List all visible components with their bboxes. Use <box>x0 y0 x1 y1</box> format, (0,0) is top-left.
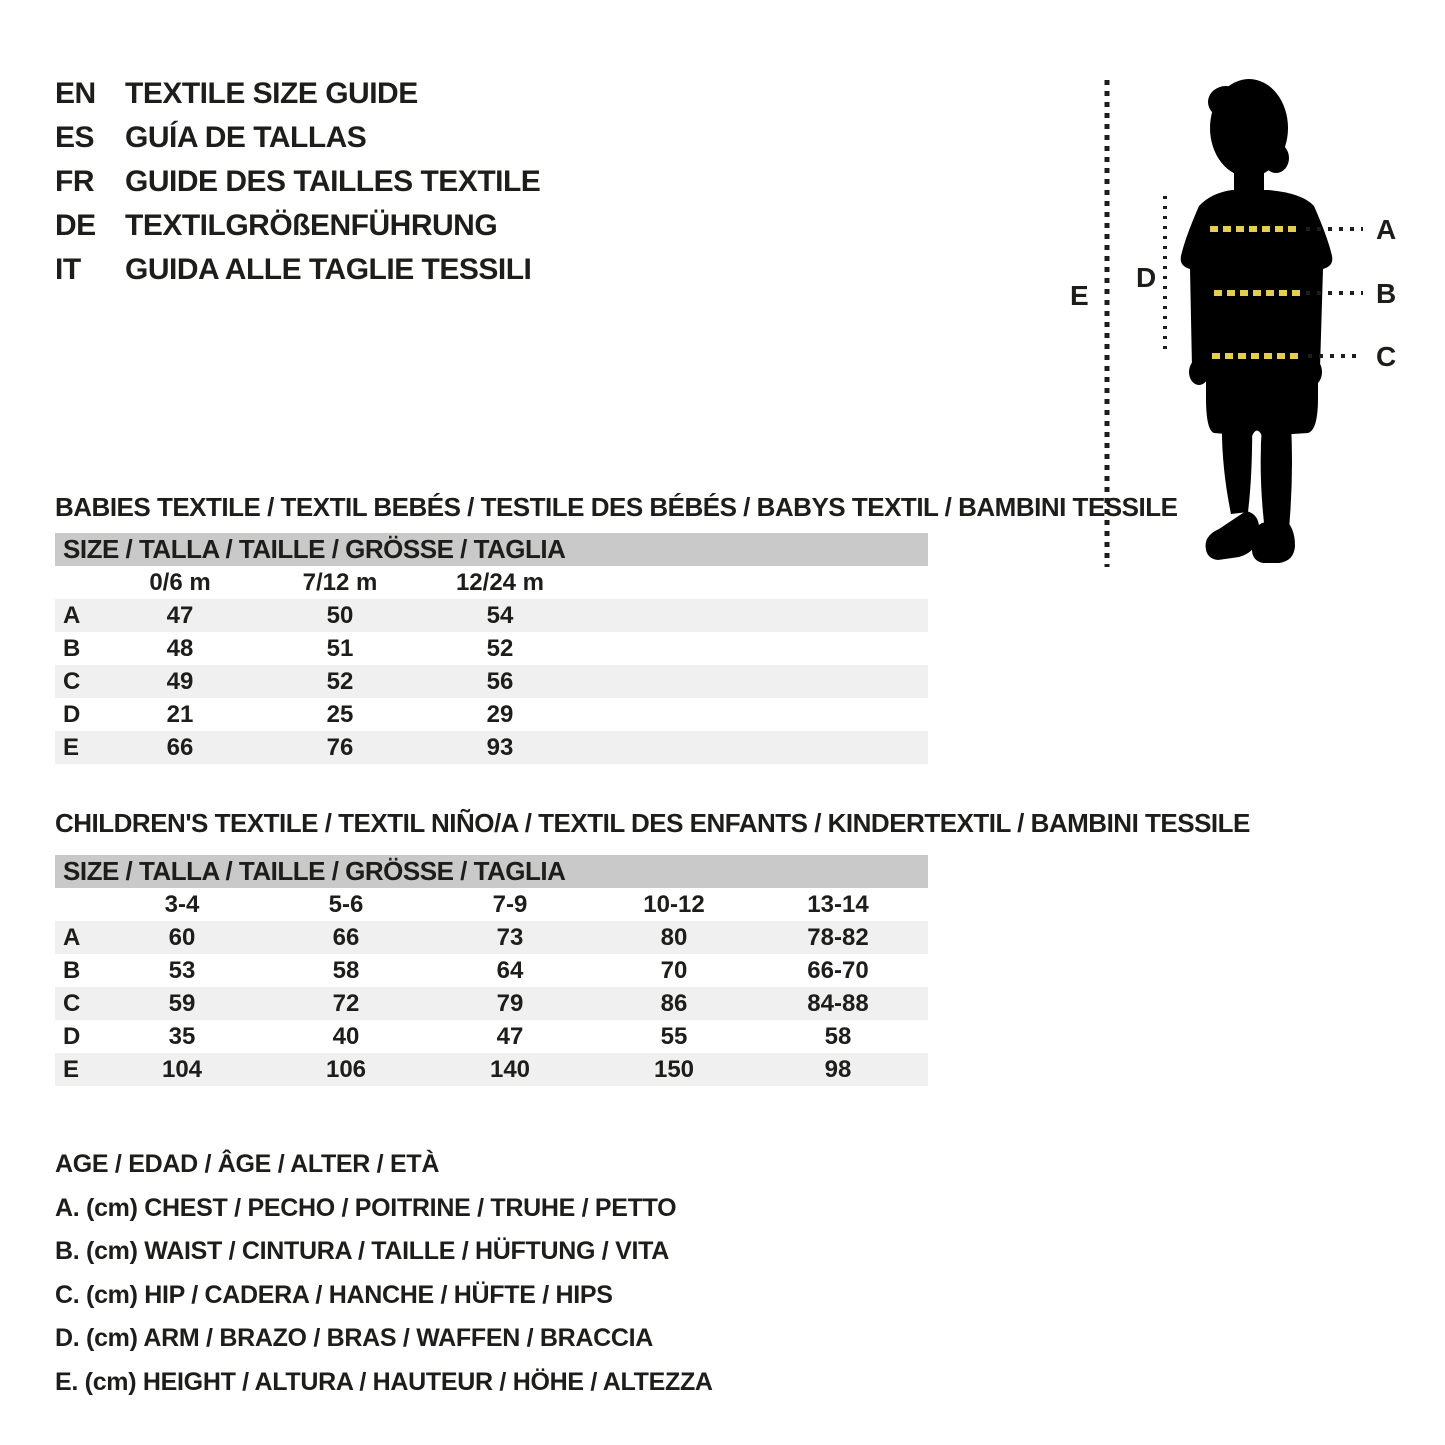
table-corner-cell <box>55 888 100 921</box>
row-label: D <box>63 1023 81 1050</box>
row-label: A <box>63 602 81 629</box>
table-row <box>55 665 928 698</box>
table-cell: 79 <box>496 990 524 1017</box>
table-cell: 70 <box>660 957 688 984</box>
children-table <box>55 855 928 1086</box>
page-title: GUÍA DE TALLAS <box>125 121 367 154</box>
table-cell: 93 <box>486 734 514 761</box>
table-cell: 58 <box>332 957 360 984</box>
waist-marker-label: B <box>1376 278 1397 309</box>
lang-row-en <box>55 72 540 116</box>
table-cell: 54 <box>486 602 514 629</box>
lang-code: DE <box>55 209 96 242</box>
column-header: 13-14 <box>807 891 869 918</box>
page-title: GUIDA ALLE TAGLIE TESSILI <box>125 253 532 286</box>
babies-section-title: BABIES TEXTILE / TEXTIL BEBÉS / TESTILE DES BÉBÉS / BABYS TEXTIL / BAMBINI TESSILE <box>55 492 1178 522</box>
row-label: E <box>63 1056 80 1083</box>
height-marker-label: E <box>1070 280 1089 311</box>
column-header: 0/6 m <box>149 569 211 596</box>
table-cell: 60 <box>168 924 196 951</box>
table-cell: 73 <box>496 924 524 951</box>
row-label: B <box>63 635 81 662</box>
table-row <box>55 731 928 764</box>
table-cell: 150 <box>653 1056 695 1083</box>
lang-code: FR <box>55 165 94 198</box>
row-label: A <box>63 924 81 951</box>
table-cell: 78-82 <box>807 924 869 951</box>
lang-row-it <box>55 248 540 292</box>
table-cell: 66-70 <box>807 957 869 984</box>
row-label: C <box>63 990 81 1017</box>
table-row <box>55 1053 928 1086</box>
table-cell: 76 <box>326 734 354 761</box>
measurement-legend <box>55 1143 713 1404</box>
table-cell: 98 <box>824 1056 852 1083</box>
legend-line-age: AGE / EDAD / ÂGE / ALTER / ETÀ <box>55 1150 440 1178</box>
table-cell: 84-88 <box>807 990 869 1017</box>
table-cell: 59 <box>168 990 196 1017</box>
lang-row-es <box>55 116 540 160</box>
lang-code: ES <box>55 121 95 154</box>
table-row <box>55 921 928 954</box>
table-cell: 66 <box>166 734 194 761</box>
row-label: E <box>63 734 80 761</box>
table-cell: 52 <box>326 668 354 695</box>
language-title-block <box>55 72 540 292</box>
table-cell: 49 <box>166 668 194 695</box>
table-cell: 86 <box>660 990 688 1017</box>
table-cell: 50 <box>326 602 354 629</box>
table-cell: 66 <box>332 924 360 951</box>
babies-table <box>55 533 928 764</box>
legend-line-arm: D. (cm) ARM / BRAZO / BRAS / WAFFEN / BRACCIA <box>55 1324 654 1352</box>
row-label: D <box>63 701 81 728</box>
table-cell: 72 <box>332 990 360 1017</box>
lang-code: IT <box>55 253 81 286</box>
table-cell: 29 <box>486 701 514 728</box>
column-header: 12/24 m <box>455 569 545 596</box>
table-cell: 47 <box>496 1023 524 1050</box>
column-header: 3-4 <box>164 891 200 918</box>
table-corner-cell <box>55 566 100 599</box>
column-header: 10-12 <box>643 891 705 918</box>
table-cell: 21 <box>166 701 194 728</box>
page-title: TEXTILE SIZE GUIDE <box>125 77 418 110</box>
table-cell: 51 <box>326 635 354 662</box>
table-cell: 58 <box>824 1023 852 1050</box>
table-cell: 40 <box>332 1023 360 1050</box>
table-cell: 140 <box>489 1056 531 1083</box>
page-title: TEXTILGRÖßENFÜHRUNG <box>125 209 498 242</box>
table-cell: 35 <box>168 1023 196 1050</box>
table-cell: 25 <box>326 701 354 728</box>
column-header: 7/12 m <box>302 569 378 596</box>
babies-size-header-bar: SIZE / TALLA / TAILLE / GRÖSSE / TAGLIA <box>55 533 928 566</box>
lang-row-de <box>55 204 540 248</box>
hip-marker-label: C <box>1376 341 1397 372</box>
column-header: 7-9 <box>492 891 528 918</box>
children-section-title: CHILDREN'S TEXTILE / TEXTIL NIÑO/A / TEXTIL DES ENFANTS / KINDERTEXTIL / BAMBINI TESSILE <box>55 808 1250 838</box>
table-cell: 52 <box>486 635 514 662</box>
legend-line-height: E. (cm) HEIGHT / ALTURA / HAUTEUR / HÖHE / ALTEZZA <box>55 1367 713 1396</box>
lang-code: EN <box>55 77 96 110</box>
table-row <box>55 987 928 1020</box>
child-silhouette-icon <box>1181 79 1333 563</box>
babies-age-header-row <box>55 566 928 599</box>
arm-marker-label: D <box>1136 262 1157 293</box>
lang-row-fr <box>55 160 540 204</box>
row-label: C <box>63 668 81 695</box>
children-age-header-row <box>55 888 928 921</box>
table-cell: 64 <box>496 957 524 984</box>
table-cell: 80 <box>660 924 688 951</box>
table-row <box>55 632 928 665</box>
legend-line-waist: B. (cm) WAIST / CINTURA / TAILLE / HÜFTUNG / VITA <box>55 1237 669 1265</box>
children-size-header-bar: SIZE / TALLA / TAILLE / GRÖSSE / TAGLIA <box>55 855 928 888</box>
table-cell: 104 <box>161 1056 203 1083</box>
table-row <box>55 1020 928 1053</box>
table-cell: 53 <box>168 957 196 984</box>
legend-line-hip: C. (cm) HIP / CADERA / HANCHE / HÜFTE / HIPS <box>55 1280 613 1309</box>
table-cell: 48 <box>166 635 194 662</box>
table-row <box>55 599 928 632</box>
table-cell: 55 <box>660 1023 688 1050</box>
table-cell: 56 <box>486 668 514 695</box>
chest-marker-label: A <box>1376 214 1397 245</box>
table-row <box>55 698 928 731</box>
table-row <box>55 954 928 987</box>
legend-line-chest: A. (cm) CHEST / PECHO / POITRINE / TRUHE / PETTO <box>55 1193 677 1222</box>
row-label: B <box>63 957 81 984</box>
table-cell: 106 <box>325 1056 367 1083</box>
page-title: GUIDE DES TAILLES TEXTILE <box>125 165 541 198</box>
column-header: 5-6 <box>328 891 364 918</box>
table-cell: 47 <box>166 602 194 629</box>
